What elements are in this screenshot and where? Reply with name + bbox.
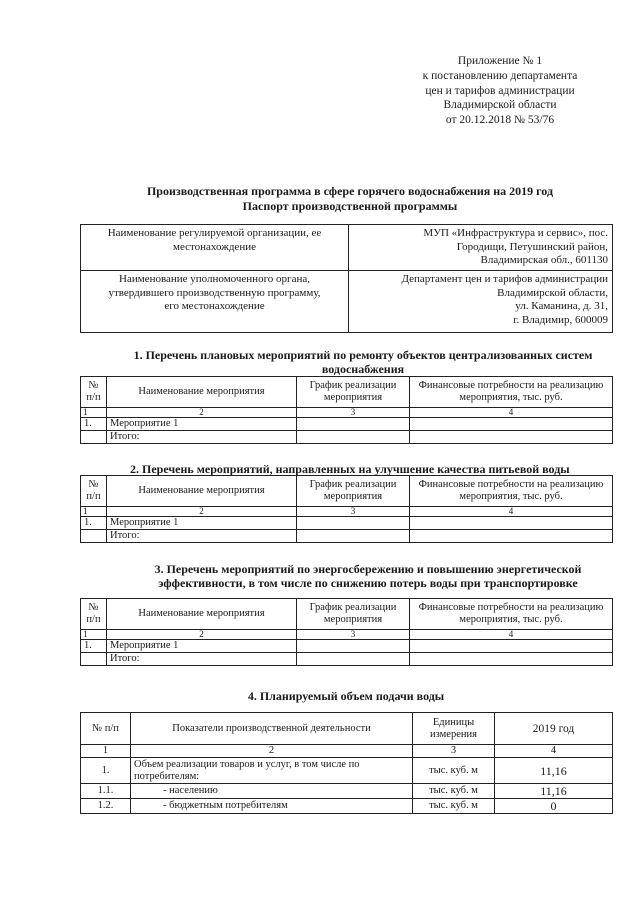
row-name: Объем реализации товаров и услуг, в том числе по потребителям: [131,758,413,784]
table-index-row [81,630,613,640]
row-number: 1.2. [81,799,131,814]
appendix-line: Приложение № 1 [457,55,543,67]
passport-table [80,224,613,333]
index-cell: 1 [81,507,107,517]
table-total-row [81,653,613,666]
table-row [81,784,613,799]
table-index-row [81,408,613,418]
header-cell: График реализации мероприятия [297,476,410,507]
appendix-line: Владимирской области [443,99,557,112]
total-label: Итого: [107,431,297,444]
section-2-title: 2. Перечень мероприятий, направленных на улучшение качества питьевой воды [130,462,570,476]
passport-title: Паспорт производственной программы [242,199,458,213]
total-label: Итого: [107,653,297,666]
index-cell: 3 [297,507,410,517]
row-number: 1. [81,758,131,784]
document-title [80,184,620,214]
header-cell: № п/п [81,377,107,408]
table-row [81,799,613,814]
row-unit: тыс. куб. м [413,799,495,814]
table-total-row [81,431,613,444]
row-finance [410,418,613,431]
header-cell: 2019 год [495,713,613,745]
section-3-title: 3. Перечень мероприятий по энергосбережению и повышению энергетической эффективности, в том числе по снижению потерь воды при транспортировке [154,562,582,590]
passport-cell: Департамент цен и тарифов администрации Владимирской области, ул. Каманина, д. 31, г. Владимир, 600009 [349,271,613,333]
row-finance [410,517,613,530]
passport-cell: Наименование регулируемой организации, ее местонахождение [81,225,349,271]
table-index-row [81,507,613,517]
index-cell: 4 [410,507,613,517]
row-schedule [297,517,410,530]
index-cell: 2 [107,408,297,418]
passport-cell: МУП «Инфраструктура и сервис», пос. Городищи, Петушинский район, Владимирская обл., 601130 [349,225,613,271]
table-index-row [81,745,613,758]
row-schedule [297,640,410,653]
row-finance [410,640,613,653]
index-cell: 2 [107,507,297,517]
header-cell: График реализации мероприятия [297,377,410,408]
table-row [81,517,613,530]
row-value: 0 [495,799,613,814]
row-name: Мероприятие 1 [107,418,297,431]
table-header-row [81,476,613,507]
row-name: Мероприятие 1 [107,517,297,530]
section-2-table [80,475,613,543]
index-cell: 4 [495,745,613,758]
row-number: 1.1. [81,784,131,799]
header-cell: Показатели производственной деятельности [131,713,413,745]
index-cell: 3 [297,630,410,640]
section-3-table [80,598,613,666]
table-row [81,758,613,784]
index-cell: 2 [107,630,297,640]
appendix-block [395,54,605,128]
index-cell: 1 [81,630,107,640]
appendix-line: цен и тарифов администрации [425,84,575,97]
index-cell: 1 [81,745,131,758]
index-cell: 3 [413,745,495,758]
header-cell: Финансовые потребности на реализацию мероприятия, тыс. руб. [410,599,613,630]
row-name: Мероприятие 1 [107,640,297,653]
row-name: - бюджетным потребителям [131,799,413,814]
table-row [81,418,613,431]
table-row [81,640,613,653]
row-schedule [297,418,410,431]
header-cell: Наименование мероприятия [107,476,297,507]
row-name: - населению [131,784,413,799]
passport-cell: Наименование уполномоченного органа, утвердившего производственную программу, его местонахождение [81,271,349,333]
table-header-row [81,599,613,630]
appendix-line: к постановлению департамента [422,69,578,82]
index-cell: 3 [297,408,410,418]
table-total-row [81,530,613,543]
row-number: 1. [81,517,107,530]
header-cell: № п/п [81,713,131,745]
total-label: Итого: [107,530,297,543]
header-cell: № п/п [81,476,107,507]
row-unit: тыс. куб. м [413,758,495,784]
header-cell: Финансовые потребности на реализацию мероприятия, тыс. руб. [410,476,613,507]
row-value: 11,16 [495,784,613,799]
table-header-row [81,377,613,408]
table-header-row [81,713,613,745]
header-cell: Наименование мероприятия [107,377,297,408]
index-cell: 4 [410,408,613,418]
header-cell: График реализации мероприятия [297,599,410,630]
header-cell: Финансовые потребности на реализацию мероприятия, тыс. руб. [410,377,613,408]
row-unit: тыс. куб. м [413,784,495,799]
index-cell: 1 [81,408,107,418]
title-line: Производственная программа в сфере горячего водоснабжения на 2019 год [146,184,554,198]
section-1-title: 1. Перечень плановых мероприятий по ремонту объектов централизованных систем водоснабжения [133,348,593,376]
table-row [81,225,613,271]
header-cell: № п/п [81,599,107,630]
row-number: 1. [81,640,107,653]
table-row [81,271,613,333]
row-value: 11,16 [495,758,613,784]
index-cell: 4 [410,630,613,640]
section-4-table [80,712,613,814]
header-cell: Единицы измерения [413,713,495,745]
row-number: 1. [81,418,107,431]
appendix-line: от 20.12.2018 № 53/76 [445,114,555,127]
section-1-table [80,376,613,444]
section-4-title: 4. Планируемый объем подачи воды [247,689,445,703]
header-cell: Наименование мероприятия [107,599,297,630]
index-cell: 2 [131,745,413,758]
